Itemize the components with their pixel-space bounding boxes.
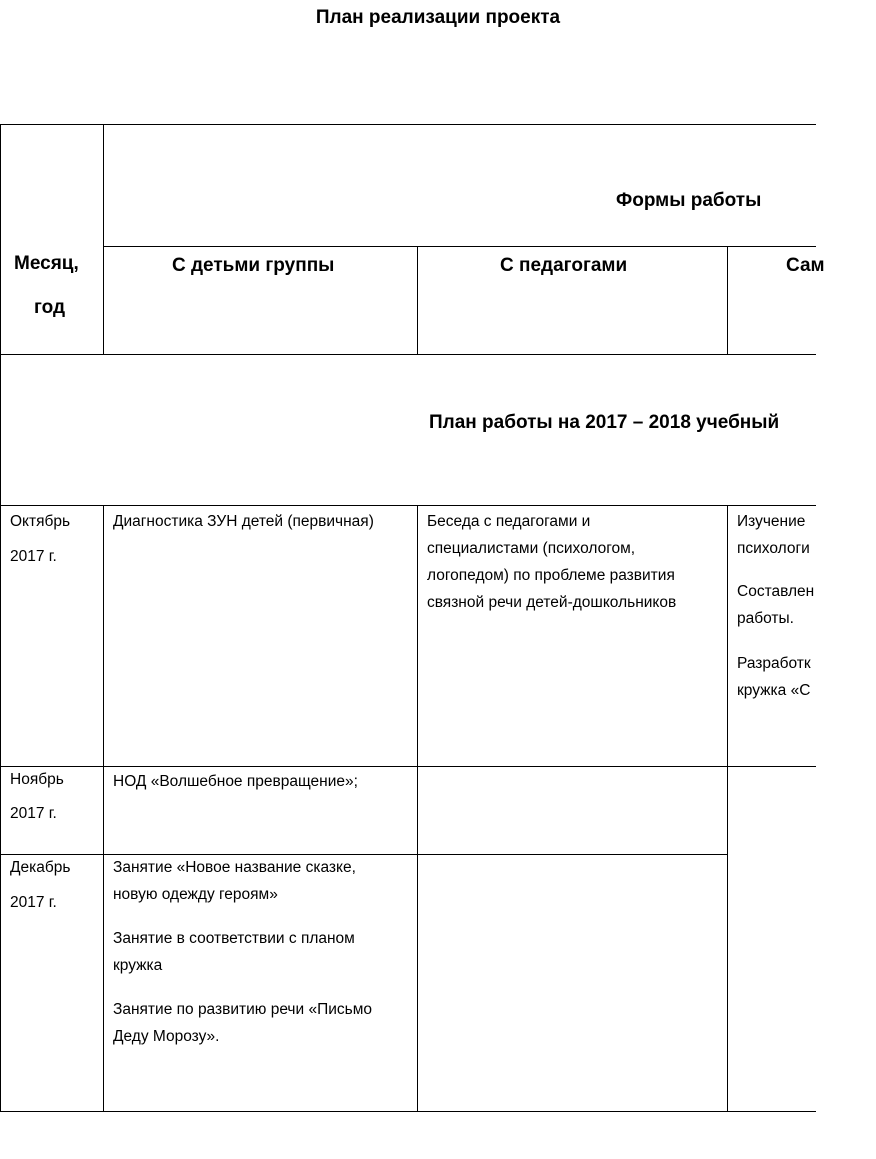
table-border-october-bottom (0, 766, 816, 767)
table-divider-month (103, 124, 104, 355)
row-children-line: новую одежду героям» (113, 886, 278, 903)
row-month: Октябрь (10, 513, 71, 530)
row-year: 2017 г. (10, 894, 57, 911)
row-self-line: кружка «С (737, 682, 811, 699)
row-children-item: Диагностика ЗУН детей (первичная) (113, 513, 374, 530)
header-col-children: С детьми группы (172, 255, 335, 276)
row-teachers-line: логопедом) по проблеме развития (427, 567, 675, 584)
row-year: 2017 г. (10, 548, 57, 565)
row-month: Ноябрь (10, 771, 64, 788)
row-teachers-line: связной речи детей-дошкольников (427, 594, 677, 611)
table-border-forms-bottom (103, 246, 816, 247)
row-self-line: психологи (737, 540, 810, 557)
table-border-left (0, 124, 1, 1112)
header-col-teachers: С педагогами (500, 255, 628, 276)
row-children-line: Занятие в соответствии с планом (113, 930, 355, 947)
table-border-plan-bottom (0, 505, 816, 506)
table-divider-teachers (727, 246, 728, 355)
row-children-line: Занятие по развитию речи «Письмо (113, 1001, 372, 1018)
plan-row-label: План работы на 2017 – 2018 учебный (429, 412, 780, 433)
row-teachers-line: специалистами (психологом, (427, 540, 636, 557)
table-border-bottom (0, 1111, 816, 1112)
row-self-line: Изучение (737, 513, 806, 530)
row-self-line: Составлен (737, 583, 815, 600)
row-teachers-line: Беседа с педагогами и (427, 513, 591, 530)
row-children-line: Занятие «Новое название сказке, (113, 859, 356, 876)
page-title: План реализации проекта (315, 7, 561, 28)
row-children-line: Деду Морозу». (113, 1028, 220, 1045)
table-border-header-bottom (0, 354, 816, 355)
header-month-label: Месяц, (14, 253, 79, 274)
header-forms-of-work: Формы работы (616, 190, 762, 211)
table-divider-children (417, 505, 418, 1112)
row-self-line: Разработк (737, 655, 811, 672)
header-month-year (14, 250, 79, 277)
table-border-top (0, 124, 816, 125)
header-col-self: Сам (786, 255, 825, 276)
header-year (34, 294, 65, 321)
row-self-line: работы. (737, 610, 794, 627)
row-year: 2017 г. (10, 805, 57, 822)
row-children-item: НОД «Волшебное превращение»; (113, 773, 358, 790)
row-children-line: кружка (113, 957, 163, 974)
table-divider-month (103, 505, 104, 1112)
table-border-november-bottom (0, 854, 727, 855)
table-divider-children (417, 246, 418, 355)
header-year-label: год (34, 297, 66, 318)
table-divider-teachers (727, 505, 728, 1112)
row-month: Декабрь (10, 859, 71, 876)
